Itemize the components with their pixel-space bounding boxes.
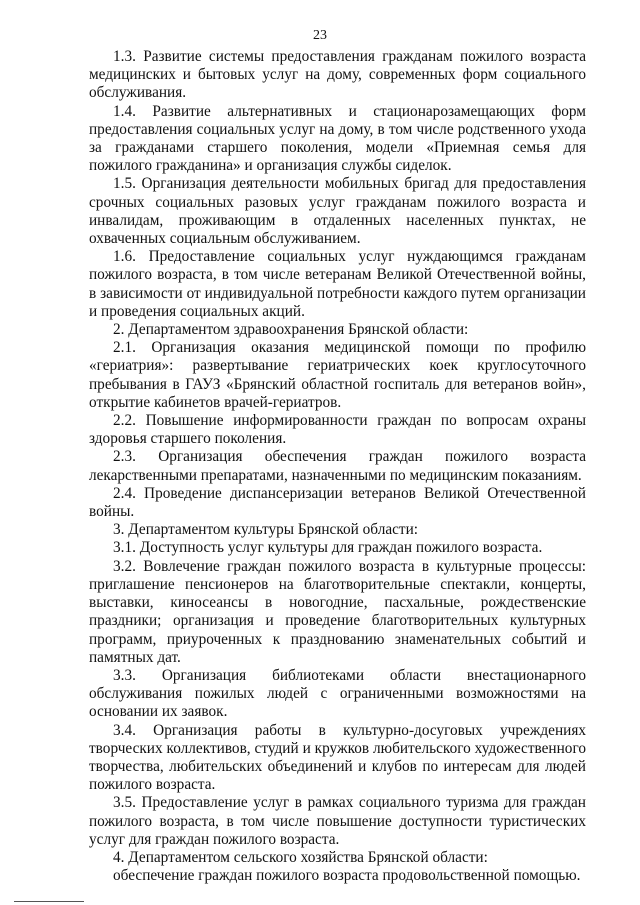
paragraph-3-5: 3.5. Предоставление услуг в рамках социального туризма для граждан пожилого возраста, в том числе повышение доступности туристических услуг для граждан пожилого возраста. xyxy=(89,794,586,848)
paragraph-4-text: обеспечение граждан пожилого возраста продовольственной помощью. xyxy=(113,867,581,885)
paragraph-1-6: 1.6. Предоставление социальных услуг нуждающимся гражданам пожилого возраста, в том числе ветеранам Великой Отечественной войны, в зависимости от индивидуальной потребности каждого путем организации и проведения социальных акций. xyxy=(89,248,586,320)
section-heading-2: 2. Департаментом здравоохранения Брянской области: xyxy=(113,321,469,339)
paragraph-3-2: 3.2. Вовлечение граждан пожилого возраста в культурные процессы: приглашение пенсионеров на благотворительные спектакли, концерты, выставки, киносеансы в новогодние, пасхальные, рождественские праздники; организация и проведение благотворительных культурных программ, приуроченных к празднованию знаменательных событий и памятных дат. xyxy=(89,557,586,666)
paragraph-3-4: 3.4. Организация работы в культурно-досуговых учреждениях творческих коллективов, студий и кружков любительского художественного творчества, любительских объединений и клубов по интересам для людей пожилого возраста. xyxy=(89,721,586,794)
section-heading-3: 3. Департаментом культуры Брянской области: xyxy=(113,521,419,539)
paragraph-2-4: 2.4. Проведение диспансеризации ветеранов Великой Отечественной войны. xyxy=(89,484,586,521)
paragraph-2-3: 2.3. Организация обеспечения граждан пожилого возраста лекарственными препаратами, назначенными по медицинским показаниям. xyxy=(89,448,586,484)
paragraph-3-1: 3.1. Доступность услуг культуры для граждан пожилого возраста. xyxy=(113,539,543,557)
paragraph-1-3: 1.3. Развитие системы предоставления гражданам пожилого возраста медицинских и бытовых услуг на дому, современных форм социального обслуживания. xyxy=(89,48,586,102)
footer-rule xyxy=(14,901,84,902)
paragraph-2-2: 2.2. Повышение информированности граждан по вопросам охраны здоровья старшего поколения. xyxy=(89,412,586,448)
page-number: 23 xyxy=(313,28,327,43)
document-body xyxy=(89,48,586,885)
paragraph-1-4: 1.4. Развитие альтернативных и стационарозамещающих форм предоставления социальных услуг на дому, в том числе родственного ухода за гражданами старшего поколения, модели «Приемная семья для пожилого гражданина» и организация службы сиделок. xyxy=(89,102,586,175)
section-heading-4: 4. Департаментом сельского хозяйства Брянской области: xyxy=(113,848,488,866)
paragraph-1-5: 1.5. Организация деятельности мобильных бригад для предоставления срочных социальных разовых услуг гражданам пожилого возраста и инвалидам, проживающим в отдаленных населенных пунктах, не охваченных социальным обслуживанием. xyxy=(89,175,586,248)
paragraph-2-1: 2.1. Организация оказания медицинской помощи по профилю «гериатрия»: развертывание гериатрических коек круглосуточного пребывания в ГАУЗ «Брянский областной госпиталь для ветеранов войн», открытие кабинетов врачей-гериатров. xyxy=(89,339,586,411)
paragraph-3-3: 3.3. Организация библиотеками области внестационарного обслуживания пожилых людей с ограниченными возможностями на основании их заявок. xyxy=(89,666,586,721)
